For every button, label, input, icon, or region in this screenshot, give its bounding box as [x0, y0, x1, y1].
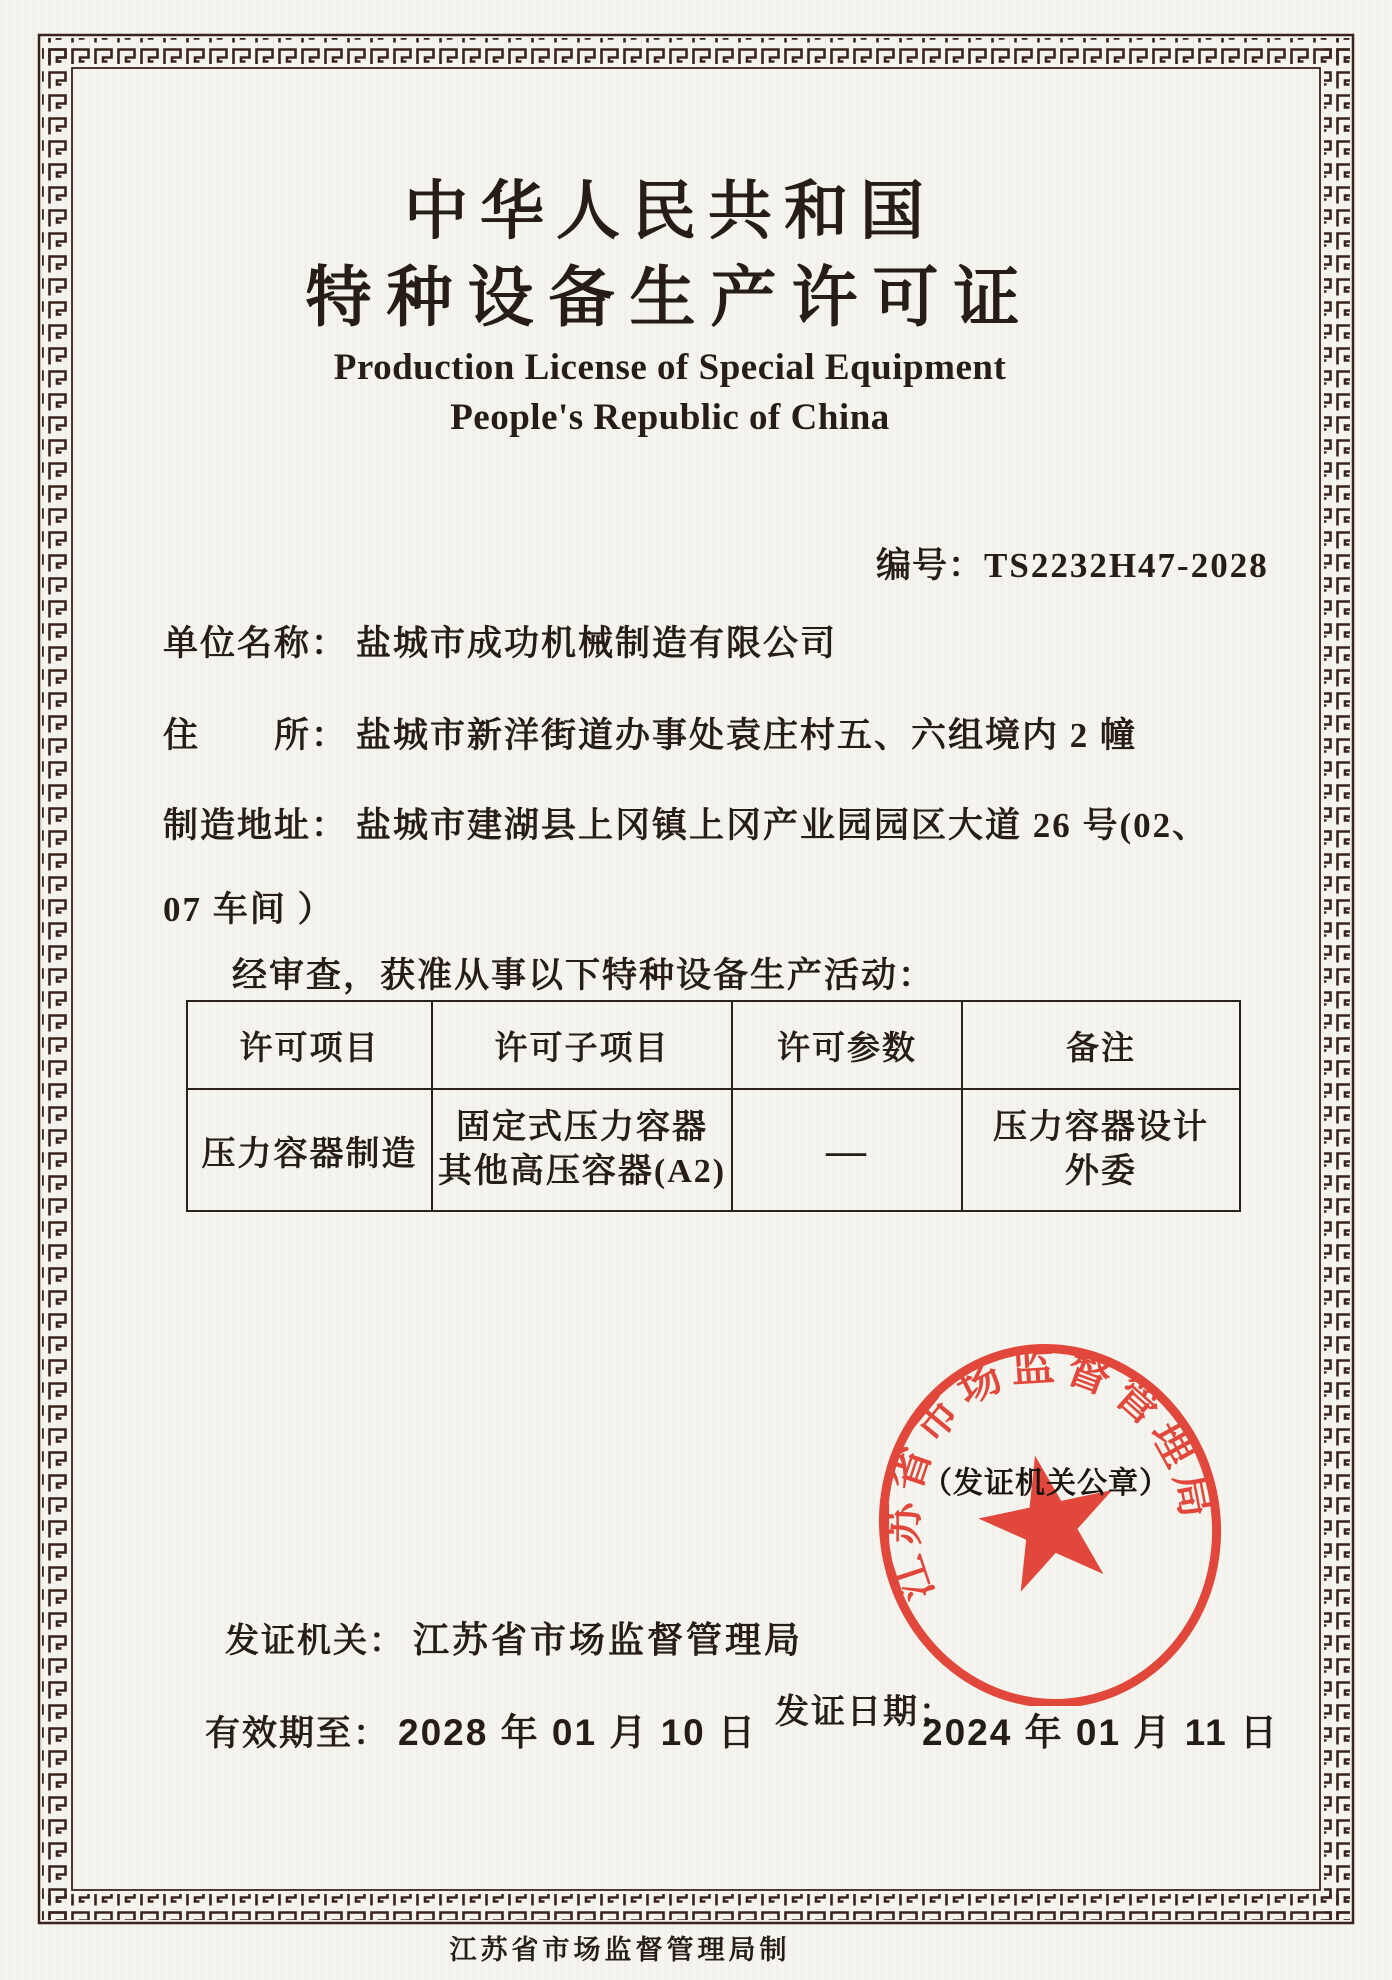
- permit-table: [186, 1000, 1241, 1212]
- cell-remark-line1: 压力容器设计: [993, 1108, 1209, 1146]
- approval-statement: 经审查，获准从事以下特种设备生产活动：: [232, 956, 936, 995]
- issuer-row: [225, 1612, 803, 1663]
- license-number-value: TS2232H47-2028: [984, 546, 1269, 585]
- valid-until-label: 有效期至：: [205, 1714, 391, 1753]
- issuer-label: 发证机关：: [225, 1623, 405, 1660]
- manufacture-address-row: [163, 798, 1209, 848]
- manufacture-address-value-line1: 盐城市建湖县上冈镇上冈产业园园区大道 26 号(02、: [356, 806, 1210, 845]
- cell-permit-subitem-line1: 固定式压力容器: [456, 1108, 708, 1146]
- license-number-label: 编号：: [876, 546, 985, 585]
- table-header-remark: 备注: [962, 1001, 1240, 1089]
- cell-permit-subitem: [432, 1089, 732, 1211]
- valid-until-value: 2028 年 01 月 10 日: [398, 1712, 758, 1753]
- permit-table-header-row: [187, 1001, 1240, 1089]
- residence-label: 住 所：: [163, 716, 349, 755]
- residence-row: [163, 708, 1137, 758]
- official-seal: [874, 1330, 1226, 1706]
- cell-permit-subitem-line2: 其他高压容器(A2): [437, 1153, 727, 1190]
- issue-date-label: 发证日期：: [775, 1694, 955, 1731]
- footer-note: 江苏省市场监督管理局制: [449, 1935, 791, 1965]
- company-name-value: 盐城市成功机械制造有限公司: [356, 624, 838, 663]
- cell-permit-parameter: —: [732, 1089, 962, 1211]
- issue-date-value: 2024 年 01 月 11 日: [922, 1712, 1279, 1753]
- seal-placeholder-text: （发证机关公章）: [922, 1467, 1170, 1500]
- border-strip-bottom: [42, 1894, 1350, 1920]
- cell-remark: [962, 1089, 1240, 1211]
- title-cn-line2: 特种设备生产许可证: [305, 262, 1035, 335]
- table-header-permit-item: 许可项目: [187, 1001, 432, 1089]
- manufacture-address-label: 制造地址：: [163, 806, 349, 845]
- cell-permit-item: 压力容器制造: [187, 1089, 432, 1211]
- issuer-name: 江苏省市场监督管理局: [413, 1620, 804, 1660]
- manufacture-address-value-line2: 07 车间 ）: [163, 890, 335, 929]
- table-header-permit-subitem: 许可子项目: [432, 1001, 732, 1089]
- company-name-label: 单位名称：: [163, 624, 349, 663]
- residence-value: 盐城市新洋街道办事处袁庄村五、六组境内 2 幢: [356, 716, 1138, 755]
- permit-table-data-row: [187, 1089, 1240, 1211]
- cell-remark-line2: 外委: [1065, 1153, 1137, 1190]
- title-en-line2: People's Republic of China: [450, 397, 890, 438]
- company-name-row: [163, 616, 837, 666]
- title-en-line1: Production License of Special Equipment: [333, 347, 1007, 388]
- seal-ring-text: 江苏省市场监督管理局: [881, 1343, 1220, 1606]
- table-header-permit-parameter: 许可参数: [732, 1001, 962, 1089]
- border-strip-top: [42, 38, 1350, 64]
- valid-until-row: [205, 1702, 757, 1756]
- title-cn-line1: 中华人民共和国: [404, 176, 936, 247]
- license-number-line: [876, 538, 1269, 588]
